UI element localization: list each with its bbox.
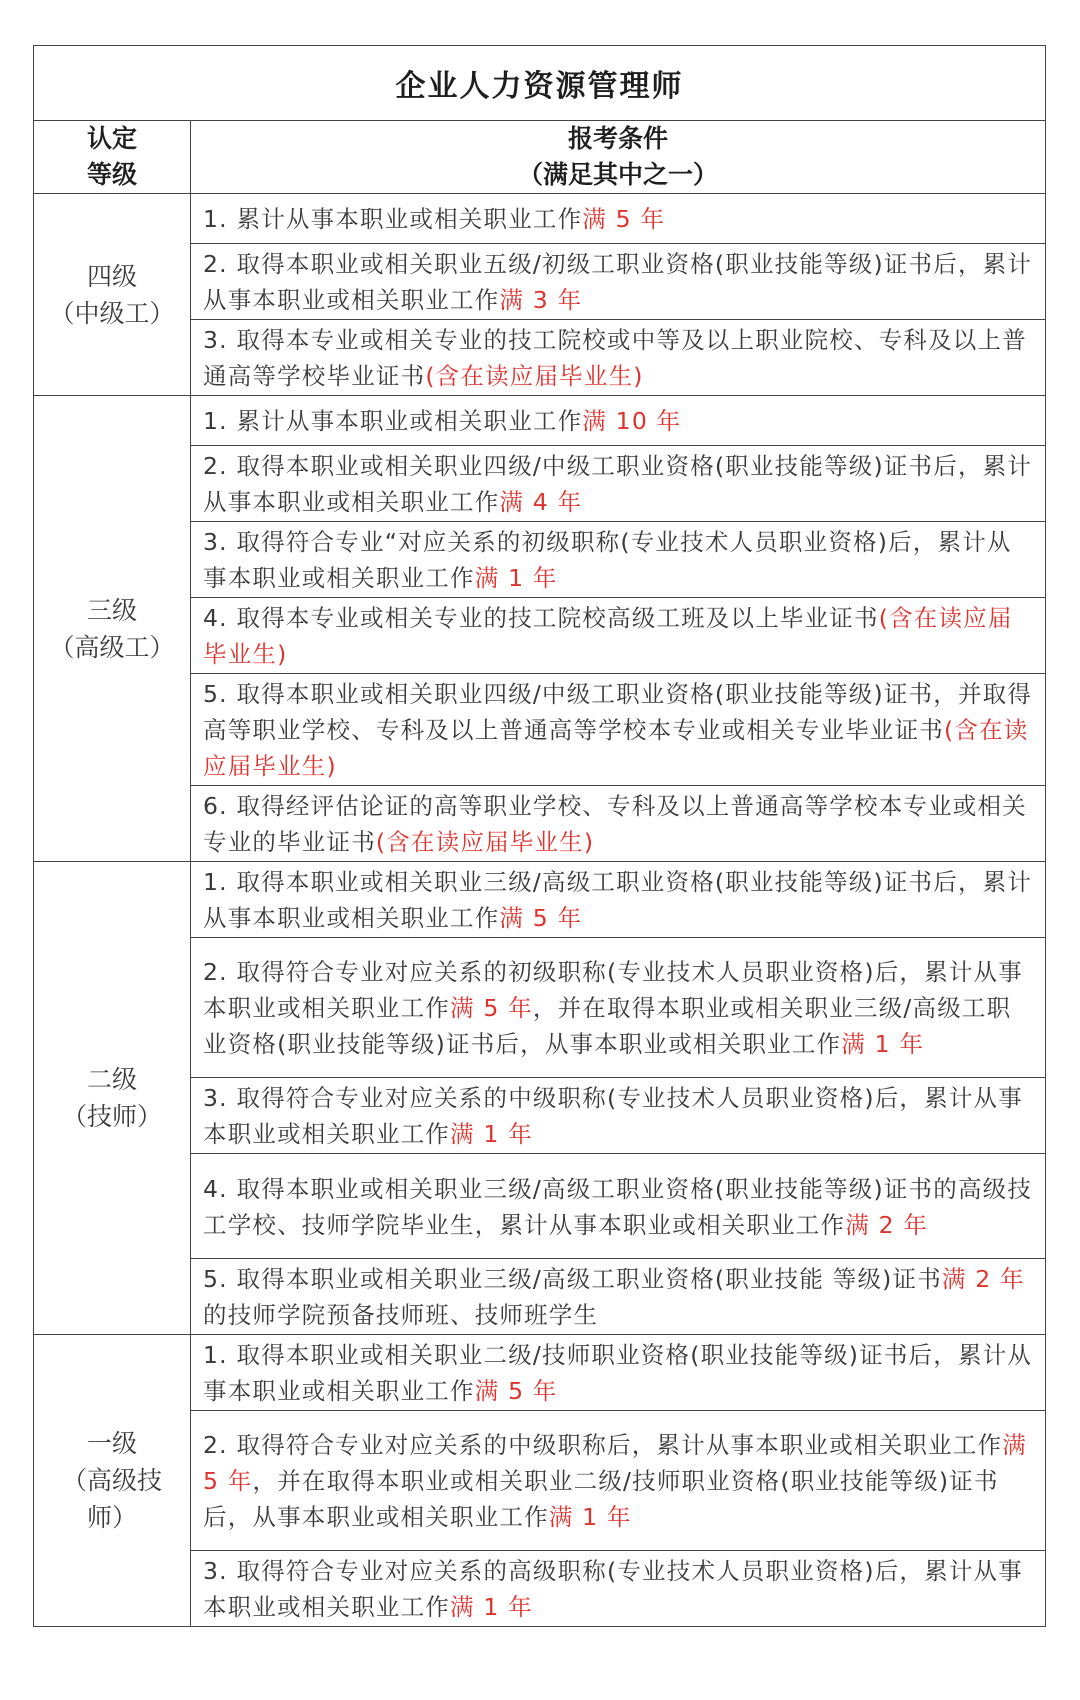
condition-highlight: 满 1 年	[450, 1120, 533, 1148]
condition-text: 2. 取得本职业或相关职业五级/初级工职业资格(职业技能等级)证书后，累计从事本职业或相关职业工作	[203, 250, 1033, 314]
condition-text: 2. 取得符合专业对应关系的初级职称(专业技术人员职业资格)后，累计从事本职业或相关职业工作	[203, 958, 1023, 1022]
condition-row	[191, 674, 1046, 786]
condition-text: 4. 取得本专业或相关专业的技工院校高级工班及以上毕业证书	[203, 604, 879, 632]
condition-text: 2. 取得符合专业对应关系的中级职称后，累计从事本职业或相关职业工作	[203, 1431, 1003, 1459]
condition-row	[191, 598, 1046, 674]
condition-row	[191, 396, 1046, 446]
condition-row	[191, 1551, 1046, 1627]
level-name: 一级	[86, 1429, 137, 1458]
condition-highlight: 满 10 年	[582, 407, 682, 435]
level-name: 四级	[86, 261, 137, 291]
condition-text: 2. 取得本职业或相关职业四级/中级工职业资格(职业技能等级)证书后，累计从事本职业或相关职业工作	[203, 452, 1033, 516]
condition-row	[191, 244, 1046, 320]
level-header-line-1: 认定	[86, 124, 137, 153]
requirements-document	[33, 45, 1045, 1627]
condition-row	[191, 194, 1046, 244]
condition-highlight: 满 2 年	[845, 1210, 929, 1239]
level-subtitle-cont: 师）	[86, 1503, 137, 1532]
level-subtitle: （高级技	[61, 1466, 162, 1495]
condition-text: 3. 取得符合专业对应关系的中级职称(专业技术人员职业资格)后，累计从事本职业或相关职业工作	[203, 1084, 1023, 1148]
condition-text: 5. 取得本职业或相关职业四级/中级工职业资格(职业技能等级)证书，并取得高等职业学校、专科及以上普通高等学校本专业或相关专业毕业证书	[203, 680, 1033, 744]
condition-tail: ，并在取得本职业或相关职业三级/高级工职业资格(职业技能等级)证书后，从事本职业或相关职业工作	[203, 994, 1012, 1058]
level-name: 三级	[86, 595, 137, 625]
condition-row	[191, 786, 1046, 862]
condition-row	[191, 862, 1046, 938]
table-title: 企业人力资源管理师	[34, 46, 1046, 121]
condition-text: 3. 取得符合专业对应关系的高级职称(专业技术人员职业资格)后，累计从事本职业或相关职业工作	[203, 1557, 1023, 1621]
level-column-header	[34, 121, 191, 194]
level-header-line-2: 等级	[86, 160, 137, 189]
condition-highlight: (含在读应届毕业生)	[375, 828, 595, 856]
condition-row	[191, 1411, 1046, 1551]
condition-tail: 的技师学院预备技师班、技师班学生	[203, 1301, 599, 1329]
condition-highlight: 满 5 年	[203, 1431, 1027, 1495]
condition-row	[191, 446, 1046, 522]
condition-row	[191, 1154, 1046, 1259]
level-cell-2	[34, 862, 191, 1335]
condition-highlight-2: 满 1 年	[841, 1030, 925, 1058]
level-subtitle: （技师）	[61, 1102, 162, 1131]
condition-row	[191, 522, 1046, 598]
condition-text: 1. 累计从事本职业或相关职业工作	[203, 205, 583, 233]
condition-text: 5. 取得本职业或相关职业三级/高级工职业资格(职业技能 等级)证书	[203, 1265, 942, 1293]
condition-tail: ，并在取得本职业或相关职业二级/技师职业资格(职业技能等级)证书后，从事本职业或相关职业工作	[203, 1467, 999, 1531]
condition-highlight: (含在读应届毕业生)	[425, 362, 644, 390]
level-cell-3	[34, 396, 191, 862]
requirements-table	[33, 45, 1046, 1627]
condition-text: 1. 取得本职业或相关职业三级/高级工职业资格(职业技能等级)证书后，累计从事本职业或相关职业工作	[203, 868, 1033, 932]
condition-highlight: 满 4 年	[499, 488, 583, 516]
level-cell-4	[34, 194, 191, 396]
condition-text: 1. 累计从事本职业或相关职业工作	[203, 407, 583, 435]
condition-row	[191, 1259, 1046, 1335]
condition-row	[191, 1335, 1046, 1411]
condition-highlight: (含在读应届毕业生)	[203, 604, 1013, 668]
level-name: 二级	[86, 1065, 137, 1094]
level-cell-1	[34, 1335, 191, 1627]
level-subtitle: （中级工）	[49, 298, 175, 328]
condition-text: 1. 取得本职业或相关职业二级/技师职业资格(职业技能等级)证书后，累计从事本职业或相关职业工作	[203, 1341, 1033, 1405]
condition-highlight: 满 5 年	[582, 205, 666, 233]
condition-column-header	[191, 121, 1046, 194]
condition-highlight: 满 1 年	[474, 564, 558, 592]
condition-row	[191, 320, 1046, 396]
condition-header-line-2: （满足其中之一）	[517, 160, 718, 189]
condition-highlight: 满 3 年	[499, 286, 583, 314]
condition-text: 3. 取得本专业或相关专业的技工院校或中等及以上职业院校、专科及以上普通高等学校毕业证书	[203, 326, 1027, 390]
condition-text: 6. 取得经评估论证的高等职业学校、专科及以上普通高等学校本专业或相关专业的毕业证书	[203, 792, 1027, 856]
condition-text: 3. 取得符合专业“对应关系的初级职称(专业技术人员职业资格)后，累计从事本职业或相关职业工作	[203, 528, 1012, 592]
condition-header-line-1: 报考条件	[567, 124, 668, 153]
condition-highlight: 满 2 年	[941, 1265, 1025, 1293]
level-subtitle: （高级工）	[49, 632, 175, 662]
condition-highlight: (含在读应届毕业生)	[203, 716, 1029, 780]
condition-highlight: 满 5 年	[474, 1377, 558, 1405]
condition-row	[191, 938, 1046, 1078]
condition-text: 4. 取得本职业或相关职业三级/高级工职业资格(职业技能等级)证书的高级技工学校、技师学院毕业生，累计从事本职业或相关职业工作	[203, 1174, 1033, 1239]
condition-highlight-2: 满 1 年	[548, 1503, 632, 1531]
condition-highlight: 满 5 年	[499, 904, 583, 932]
condition-highlight: 满 1 年	[450, 1593, 533, 1621]
condition-highlight: 满 5 年	[450, 994, 533, 1022]
condition-row	[191, 1078, 1046, 1154]
